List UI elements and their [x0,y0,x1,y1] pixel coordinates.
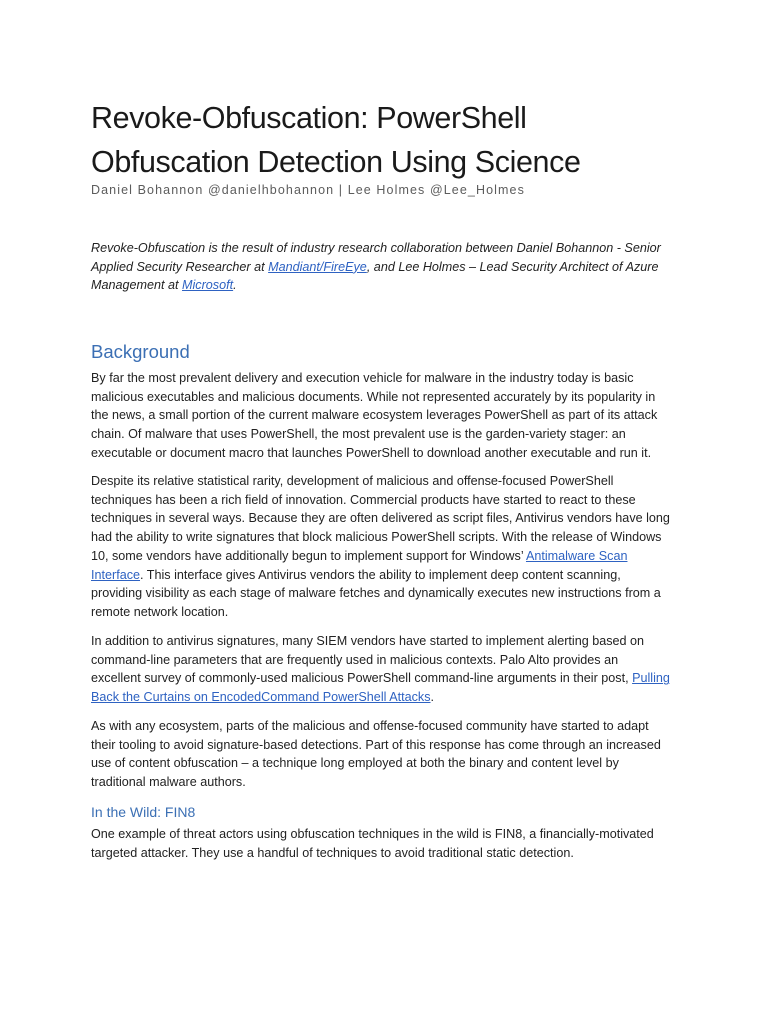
microsoft-link[interactable]: Microsoft [182,278,234,293]
text-line: providing visibility as each stage of malware fetches and dynamically executes new instructions from a [91,586,661,601]
page-title [91,96,691,184]
text-span: Management at [91,278,183,293]
text-line: targeted attacker. They use a handful of techniques to avoid traditional static detection. [91,845,574,860]
text-span: , and Lee Holmes – Lead Security Architect of Azure [366,259,659,274]
pulling-back-the-curtains-link[interactable]: Back the Curtains on EncodedCommand PowerShell Attacks [91,690,431,705]
text-line [91,276,691,295]
intro-paragraph [91,239,691,295]
text-line: use of content obfuscation – a technique long employed at both the binary and content level by [91,756,619,771]
author-byline: Daniel Bohannon @danielhbohannon | Lee Holmes @Lee_Holmes [91,183,525,197]
text-line: their tooling to avoid signature-based detections. Part of this response has come through an increased [91,737,661,752]
text-line [91,566,691,585]
background-paragraph-4 [91,717,691,792]
background-paragraph-2 [91,472,691,622]
section-heading-fin8: In the Wild: FIN8 [91,804,196,820]
text-line: the news, a small portion of the current malware ecosystem leverages PowerShell as part of its attack [91,408,658,423]
text-line: malicious executables and malicious documents. While not represented accurately by its popularity in [91,389,656,404]
antimalware-scan-interface-link[interactable]: Antimalware Scan [525,548,628,563]
text-line [91,547,691,566]
text-span: Applied Security Researcher at [91,259,269,274]
text-span: 10, some vendors have additionally begun to implement support for Windows’ [91,548,526,563]
text-span: . [430,690,435,705]
text-line: Despite its relative statistical rarity, development of malicious and offense-focused PowerShell [91,474,614,488]
background-paragraph-3 [91,632,691,707]
mandiant-fireeye-link[interactable]: Mandiant/FireEye [268,259,367,274]
text-line [91,669,691,688]
text-span: . This interface gives Antivirus vendors the ability to implement deep content scanning, [140,567,621,582]
text-line: command-line parameters that are frequently used in malicious contexts. Palo Alto provides an [91,652,619,667]
text-line: As with any ecosystem, parts of the malicious and offense-focused community have started to adapt [91,719,649,733]
section-heading-background: Background [91,341,190,362]
text-line: Revoke-Obfuscation is the result of industry research collaboration between Daniel Bohannon - Senior [91,241,661,255]
text-span: . [233,278,237,293]
text-line: traditional malware authors. [91,775,246,790]
text-line: chain. Of malware that uses PowerShell, the most prevalent use is the garden-variety stager: an [91,427,626,442]
text-line: techniques has been a rich field of innovation. Commercial products have started to react to these [91,492,636,507]
text-line [91,258,691,277]
pulling-back-the-curtains-link[interactable]: Pulling [632,671,670,686]
background-paragraph-1 [91,369,691,463]
text-span: excellent survey of commonly-used malicious PowerShell command-line arguments in their post, [91,671,633,686]
text-line: In addition to antivirus signatures, many SIEM vendors have started to implement alerting based on [91,634,645,648]
title-line: Obfuscation Detection Using Science [91,145,581,179]
text-line [91,688,691,707]
title-line: Revoke-Obfuscation: PowerShell [91,101,527,135]
fin8-paragraph [91,825,691,862]
text-line: One example of threat actors using obfuscation techniques in the wild is FIN8, a financially-motivated [91,827,654,841]
text-line: By far the most prevalent delivery and execution vehicle for malware in the industry today is basic [91,371,634,385]
text-line: techniques in several ways. Because they are often delivered as script files, Antivirus vendors have long [91,511,670,526]
text-line: executable or document macro that launches PowerShell to download another executable and run it. [91,445,652,460]
antimalware-scan-interface-link[interactable]: Interface [91,567,141,582]
text-line: remote network location. [91,604,229,619]
text-line: had the ability to write signatures that block malicious PowerShell scripts. With the release of Windows [91,530,662,545]
